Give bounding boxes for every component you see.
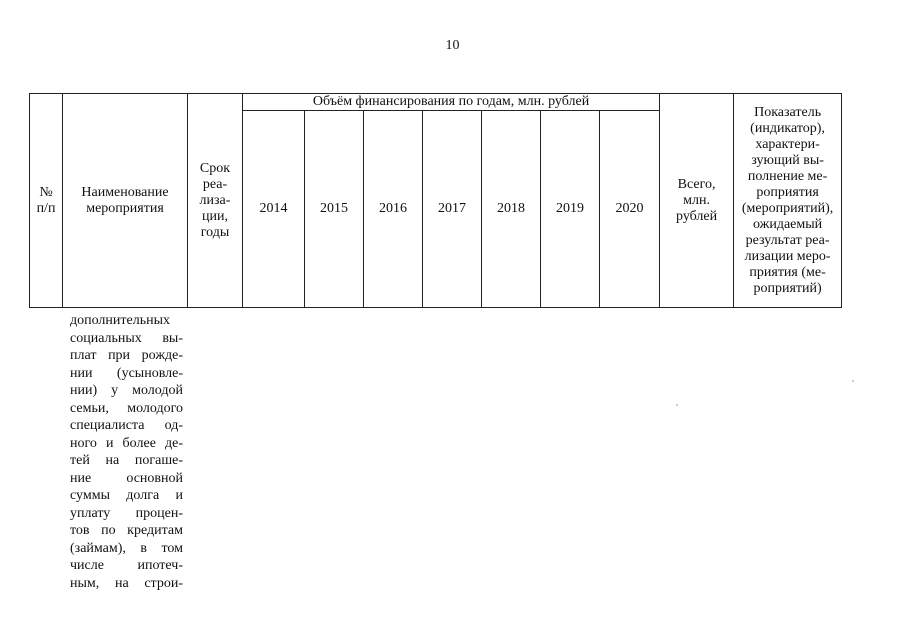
year-header: 2020: [600, 111, 660, 308]
text-line: семьи, молодого: [70, 400, 183, 416]
text-line: ние основной: [70, 470, 183, 486]
funding-table: [29, 93, 842, 308]
text-line: дополнительных: [70, 313, 171, 328]
scan-speck: [676, 404, 678, 406]
header-no: № п/п: [30, 94, 63, 308]
year-header: 2014: [243, 111, 305, 308]
text-line: социальных вы-: [70, 330, 183, 346]
text-line: ного и более де-: [70, 435, 183, 451]
text-line: плат при рожде-: [70, 348, 183, 363]
text-line: ным, на строи-: [70, 575, 183, 591]
text-line: нии) у молодой: [70, 383, 183, 398]
year-header: 2019: [541, 111, 600, 308]
header-term: Срок реа-лиза-ции, годы: [188, 94, 243, 308]
header-indicator: Показатель (индикатор), характери-зующий вы-полнение ме-роприятия (мероприятий), ожидаемый результат реа-лизации меро-приятия (ме-роприятий): [734, 94, 842, 308]
header-funding-group: Объём финансирования по годам, млн. рублей: [243, 94, 660, 111]
text-line: уплату процен-: [70, 505, 183, 521]
text-line: тей на погаше-: [70, 453, 183, 468]
scan-speck: [852, 380, 854, 382]
header-total: Всего, млн. рублей: [660, 94, 734, 308]
year-header: 2017: [423, 111, 482, 308]
text-line: числе ипотеч-: [70, 558, 183, 573]
page-number: 10: [445, 38, 460, 53]
text-line: нии (усыновле-: [70, 365, 183, 381]
text-line: суммы долга и: [70, 488, 183, 503]
year-header: 2018: [482, 111, 541, 308]
year-header: 2016: [364, 111, 423, 308]
continued-measure-text: [70, 312, 183, 592]
year-header: 2015: [305, 111, 364, 308]
text-line: тов по кредитам: [70, 523, 183, 538]
text-line: (займам), в том: [70, 540, 183, 556]
text-line: специалиста од-: [70, 418, 183, 433]
header-name: Наименование мероприятия: [63, 94, 188, 308]
